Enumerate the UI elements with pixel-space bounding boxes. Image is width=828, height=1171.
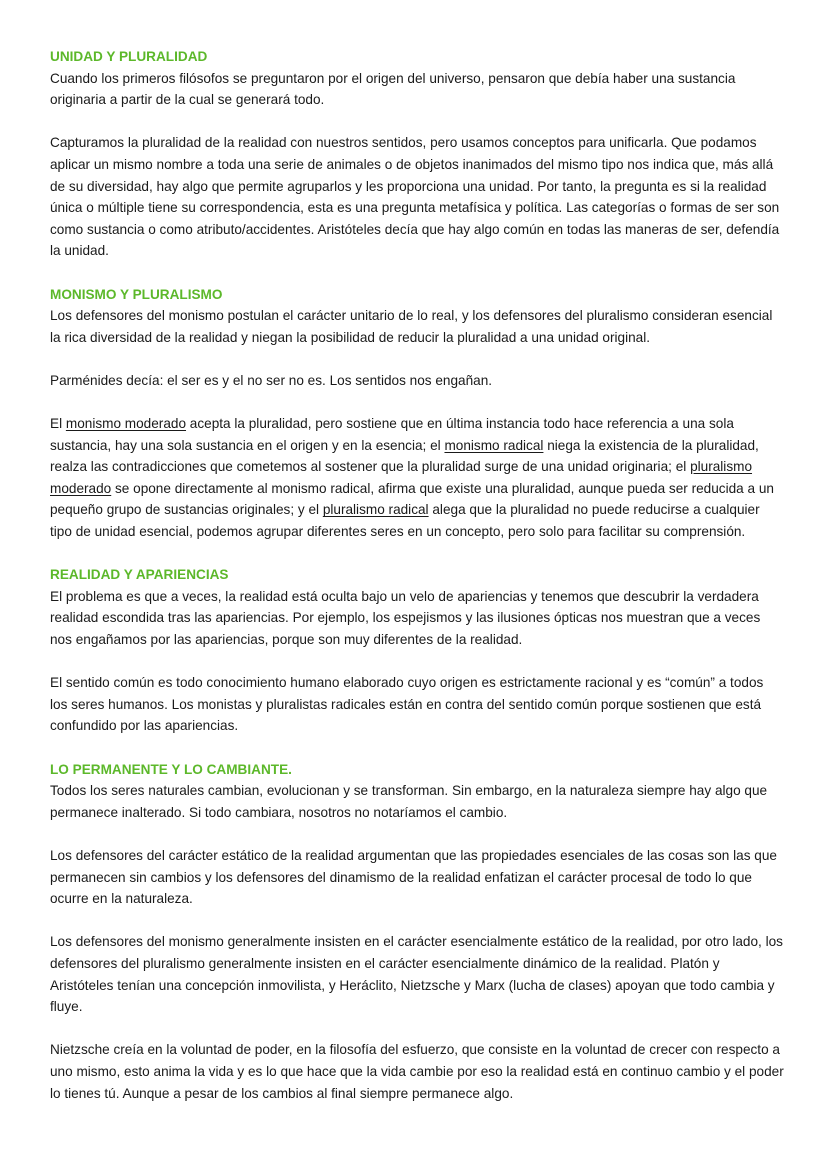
term-monismo-radical: monismo radical (444, 437, 544, 453)
paragraph: El sentido común es todo conocimiento humano elaborado cuyo origen es estrictamente racional y es “común” a todos los seres humanos. Los monistas y pluralistas radicales están en contra del sentido común porque sostienen que está confundido por las apariencias. (50, 675, 764, 734)
paragraph: Los defensores del monismo generalmente insisten en el carácter esencialmente estático de la realidad, por otro lado, los defensores del pluralismo generalmente insisten en el carácter esencialmente dinámico de la realidad. Platón y Aristóteles tenían una concepción inmovilista, y Heráclito, Nietzsche y Marx (lucha de clases) apoyan que todo cambia y fluye. (50, 934, 783, 1015)
document-page (50, 46, 784, 1104)
paragraph: Los defensores del carácter estático de la realidad argumentan que las propiedades esenciales de las cosas son las que permanecen sin cambios y los defensores del dinamismo de la realidad enfatizan el carácter procesal de todo lo que ocurre en la naturaleza. (50, 847, 777, 907)
term-pluralismo-radical: pluralismo radical (322, 502, 429, 518)
text-run: niega la existencia de la pluralidad, realza las contradicciones que cometemos al sostener que la pluralidad surge de una unidad originaria; el (50, 437, 759, 475)
section-heading-unidad: UNIDAD Y PLURALIDAD (50, 49, 208, 64)
paragraph-monism-types (50, 413, 784, 543)
paragraph: Nietzsche creía en la voluntad de poder, en la filosofía del esfuerzo, que consiste en la voluntad de crecer con respecto a uno mismo, esto anima la vida y es lo que hace que la vida cambie por eso la realidad está en continuo cambio y el poder lo tienes tú. Aunque a pesar de los cambios al final siempre permanece algo. (50, 1042, 784, 1101)
text-run: se opone directamente al monismo radical, afirma que existe una pluralidad, aunque pueda ser reducida a un pequeño grupo de sustancias originales; y el (50, 480, 774, 518)
paragraph: Cuando los primeros filósofos se preguntaron por el origen del universo, pensaron que debía haber una sustancia originaria a partir de la cual se generará todo. (50, 70, 736, 108)
section-heading-permanente: LO PERMANENTE Y LO CAMBIANTE. (50, 761, 292, 777)
paragraph: Parménides decía: el ser es y el no ser no es. Los sentidos nos engañan. (50, 372, 493, 388)
text-run: acepta la pluralidad, pero sostiene que en última instancia todo hace referencia a una sola sustancia, hay una sola sustancia en el origen y en la esencia; el (50, 416, 734, 453)
paragraph: Todos los seres naturales cambian, evolucionan y se transforman. Sin embargo, en la naturaleza siempre hay algo que permanece inalterado. Si todo cambiara, nosotros no notaríamos el cambio. (50, 783, 768, 820)
term-monismo-moderado: monismo moderado (65, 416, 187, 432)
text-run: El (50, 416, 66, 432)
paragraph: Capturamos la pluralidad de la realidad con nuestros sentidos, pero usamos conceptos para unificarla. Que podamos aplicar un mismo nombre a toda una serie de animales o de objetos inanimados del mismo tipo nos indica que, más allá de su diversidad, hay algo que permite agruparlos y les proporciona una unidad. Por tanto, la pregunta es si la realidad única o múltiple tiene su correspondencia, esta es una pregunta metafísica y política. Las categorías o formas de ser son como sustancia o como atributo/accidentes. Aristóteles decía que hay algo común en todas las maneras de ser, defendía la unidad. (50, 135, 780, 259)
section-heading-monismo: MONISMO Y PLURALISMO (50, 286, 223, 302)
paragraph: El problema es que a veces, la realidad está oculta bajo un velo de apariencias y tenemos que descubrir la verdadera realidad escondida tras las apariencias. Por ejemplo, los espejismos y las ilusiones ópticas nos muestran que a veces nos engañamos por las apariencias, porque son muy diferentes de la realidad. (50, 588, 761, 648)
section-heading-realidad: REALIDAD Y APARIENCIAS (50, 567, 229, 583)
paragraph: Los defensores del monismo postulan el carácter unitario de lo real, y los defensores del pluralismo consideran esencial la rica diversidad de la realidad y niegan la posibilidad de reducir la pluralidad a una unidad original. (50, 308, 773, 345)
term-pluralismo-moderado: pluralismo moderado (50, 459, 753, 496)
text-run: alega que la pluralidad no puede reducirse a cualquier tipo de unidad esencial, podemos agrupar diferentes seres en un concepto, pero solo para facilitar su comprensión. (50, 502, 760, 540)
